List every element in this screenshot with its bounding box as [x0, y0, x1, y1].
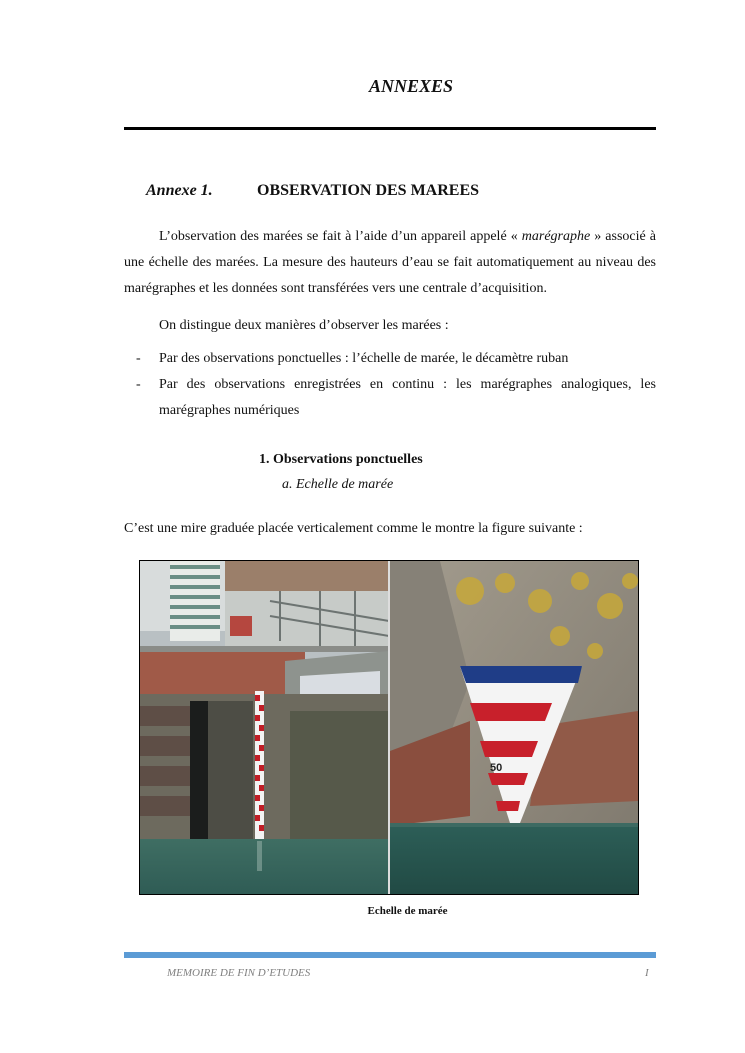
- header-rule: [124, 127, 656, 130]
- bullet-item-2: Par des observations enregistrées en continu : les marégraphes analogiques, les marégraphes numériques: [159, 377, 656, 418]
- subsection-heading: a. Echelle de marée: [282, 477, 394, 492]
- figure-caption: Echelle de marée: [367, 905, 448, 917]
- section-heading: 1. Observations ponctuelles: [259, 452, 423, 467]
- paragraph-methods: On distingue deux manières d’observer les marées :: [159, 318, 449, 333]
- paragraph-intro: [124, 224, 656, 302]
- tide-gauge-photo: [139, 560, 639, 895]
- bullet-item-1: Par des observations ponctuelles : l’échelle de marée, le décamètre ruban: [159, 351, 569, 366]
- annexe-number: Annexe 1.: [146, 182, 213, 199]
- footer-title: MEMOIRE DE FIN D’ETUDES: [167, 967, 311, 979]
- page-number: I: [645, 967, 649, 979]
- bullet-mark: -: [136, 377, 141, 392]
- paragraph-intro-start: L’observation des marées se fait à l’aide d’un appareil appelé «: [159, 229, 522, 244]
- page-title: ANNEXES: [368, 76, 454, 96]
- annexe-heading: OBSERVATION DES MAREES: [257, 182, 480, 199]
- photo-illustration: [140, 561, 638, 894]
- bullet-mark: -: [136, 351, 141, 366]
- footer-rule: [124, 952, 656, 958]
- staff-number: 50: [490, 762, 503, 774]
- paragraph-intro-term: marégraphe: [521, 229, 591, 244]
- figure-intro-text: C’est une mire graduée placée verticalement comme le montre la figure suivante :: [124, 521, 583, 536]
- paragraph-intro-end: » associé à une échelle des marées. La mesure des hauteurs d’eau se fait automatiquement au niveau des marégraphes et les données sont transférées vers une centrale d’acquisition.: [124, 229, 656, 296]
